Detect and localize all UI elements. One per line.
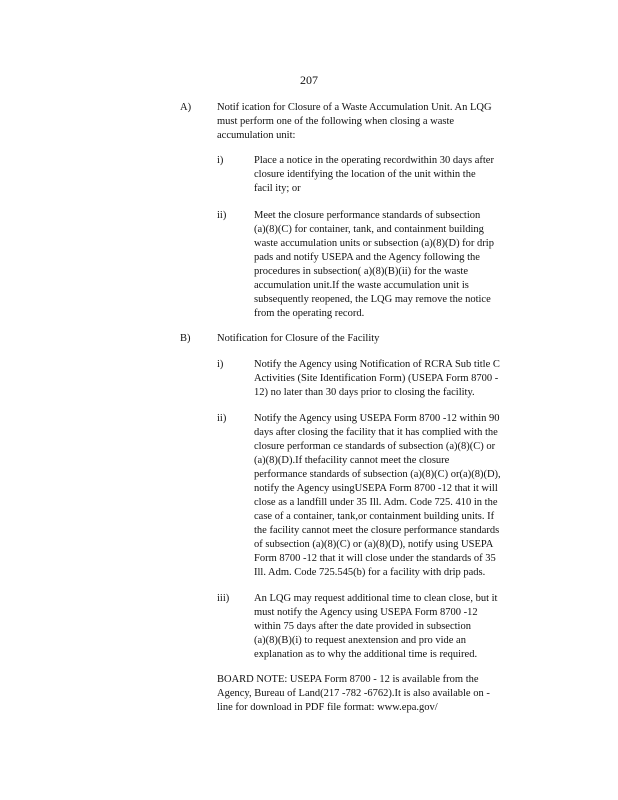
text-line: (a)(8)(B)(i) to request anextension and pro vide an [254, 635, 466, 646]
text-line: line for download in PDF file format: www.epa.gov/ [217, 702, 438, 713]
text-line: case of a container, tank,or containment building units. If [254, 511, 495, 522]
text-line: (a)(8)(C) for container, tank, and containment building [254, 224, 484, 235]
text-line: the facility cannot meet the closure performance standards [254, 525, 500, 536]
text-line: procedures in subsection( a)(8)(B)(ii) for the waste [254, 266, 469, 277]
text-line: notify the Agency usingUSEPA Form 8700 -12 that it will [254, 483, 498, 494]
text-line: days after closing the facility that it has complied with the [254, 427, 498, 438]
text-line: waste accumulation units or subsection (a)(8)(D) for drip [254, 238, 494, 249]
item-a-i-text [254, 154, 494, 196]
text-line: facil ity; or [254, 183, 301, 194]
board-note [217, 673, 490, 715]
text-line: from the operating record. [254, 308, 365, 319]
text-line: An LQG may request additional time to clean close, but it [254, 593, 498, 604]
text-line: subsequently reopened, the LQG may remove the notice [254, 294, 491, 305]
text-line: of subsection (a)(8)(C) or (a)(8)(D), notify using USEPA [254, 539, 494, 550]
section-a-label: A) [180, 102, 192, 113]
item-b-iii-text [254, 592, 497, 662]
item-b-ii-label: ii) [217, 413, 227, 424]
text-line: performance standards of subsection (a)(8)(C) or(a)(8)(D), [254, 469, 501, 480]
item-b-i-text [254, 358, 500, 400]
text-line: Notify the Agency using USEPA Form 8700 -12 within 90 [254, 413, 500, 424]
text-line: Notify the Agency using Notification of RCRA Sub title C [254, 359, 500, 370]
text-line: Activities (Site Identification Form) (USEPA Form 8700 - [254, 373, 499, 384]
text-line: Notif ication for Closure of a Waste Accumulation Unit. An LQG [217, 102, 492, 113]
text-line: Place a notice in the operating recordwithin 30 days after [254, 155, 494, 166]
text-line: pads and notify USEPA and the Agency following the [254, 252, 480, 263]
text-line: Agency, Bureau of Land(217 -782 -6762).It is also available on - [217, 688, 490, 699]
text-line: 12) no later than 30 days prior to closing the facility. [254, 387, 475, 398]
section-b-heading [217, 332, 379, 346]
text-line: within 75 days after the date provided in subsection [254, 621, 471, 632]
item-a-i-label: i) [217, 155, 224, 166]
text-line: accumulation unit: [217, 130, 296, 141]
text-line: close as a landfill under 35 Ill. Adm. Code 725. 410 in the [254, 497, 498, 508]
text-line: Ill. Adm. Code 725.545(b) for a facility with drip pads. [254, 567, 486, 578]
text-line: must notify the Agency using USEPA Form 8700 -12 [254, 607, 478, 618]
item-a-ii-text [254, 209, 494, 321]
item-b-i-label: i) [217, 359, 224, 370]
item-a-ii-label: ii) [217, 210, 227, 221]
section-a-heading [217, 101, 492, 143]
text-line: must perform one of the following when closing a waste [217, 116, 455, 127]
text-line: Form 8700 -12 that it will close under the standards of 35 [254, 553, 496, 564]
text-line: (a)(8)(D).If thefacility cannot meet the closure [254, 455, 450, 466]
text-line: closure performan ce standards of subsection (a)(8)(C) or [254, 441, 496, 452]
text-line: closure identifying the location of the unit within the [254, 169, 476, 180]
item-b-ii-text [254, 412, 501, 580]
text-line: BOARD NOTE: USEPA Form 8700 - 12 is available from the [217, 674, 479, 685]
text-line: Notification for Closure of the Facility [217, 333, 380, 344]
text-line: Meet the closure performance standards of subsection [254, 210, 481, 221]
text-line: explanation as to why the additional time is required. [254, 649, 478, 660]
text-line: accumulation unit.If the waste accumulation unit is [254, 280, 469, 291]
page-number: 207 [300, 73, 318, 87]
section-b-label: B) [180, 333, 191, 344]
item-b-iii-label: iii) [217, 593, 230, 604]
